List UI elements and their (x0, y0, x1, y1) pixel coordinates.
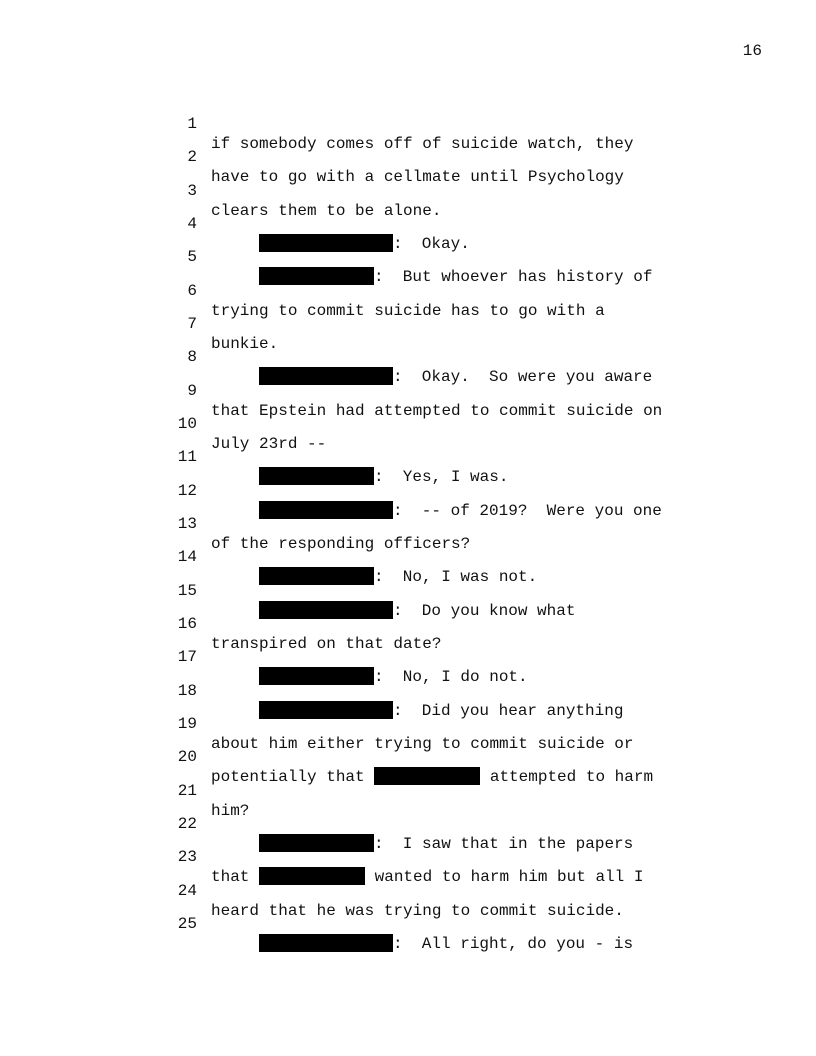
transcript-line (0, 194, 816, 253)
line-text: that Epstein had attempted to commit suicide on (211, 402, 663, 420)
transcript-line (0, 94, 816, 153)
line-number: 21 (177, 782, 197, 800)
line-number: 10 (177, 415, 197, 433)
transcript-line (0, 294, 816, 353)
transcript-line (0, 561, 816, 620)
line-number: 22 (177, 815, 197, 833)
line-text: potentially that (211, 768, 375, 786)
line-number: 24 (177, 882, 197, 900)
transcript-line (0, 661, 816, 720)
line-text: : Okay. So were you aware (393, 368, 653, 386)
line-number: 19 (177, 715, 197, 733)
line-text: : I saw that in the papers (374, 835, 634, 853)
line-text: bunkie. (211, 335, 279, 353)
line-number: 5 (187, 248, 197, 266)
line-number: 17 (177, 648, 197, 666)
transcript-line (0, 794, 816, 853)
line-number: 7 (187, 315, 197, 333)
line-number: 8 (187, 348, 197, 366)
line-text: : No, I was not. (374, 568, 538, 586)
line-number: 12 (177, 482, 197, 500)
line-text: : But whoever has history of (374, 268, 653, 286)
line-text: : All right, do you - is (393, 935, 634, 953)
line-number: 16 (177, 615, 197, 633)
transcript-line (0, 761, 816, 820)
transcript-line (0, 427, 816, 486)
line-text: transpired on that date? (211, 635, 442, 653)
line-text: attempted to harm (480, 768, 654, 786)
transcript-line (0, 394, 816, 453)
line-text: : Do you know what (393, 602, 576, 620)
transcript-line (0, 594, 816, 653)
line-number: 1 (187, 115, 197, 133)
transcript-line (0, 627, 816, 686)
transcript-line (0, 361, 816, 420)
line-number: 18 (177, 682, 197, 700)
line-text: trying to commit suicide has to go with a (211, 302, 605, 320)
transcript-line (0, 161, 816, 220)
transcript-line (0, 727, 816, 786)
line-number: 14 (177, 548, 197, 566)
line-text: clears them to be alone. (211, 202, 442, 220)
line-text: heard that he was trying to commit suicide. (211, 902, 624, 920)
transcript-line (0, 694, 816, 753)
line-number: 20 (177, 748, 197, 766)
line-text: about him either trying to commit suicide or (211, 735, 634, 753)
transcript-line (0, 861, 816, 920)
line-text: : Yes, I was. (374, 468, 509, 486)
redaction-box (259, 934, 393, 952)
transcript-line (0, 127, 816, 186)
transcript-line (0, 327, 816, 386)
transcript-line (0, 227, 816, 286)
line-text: wanted to harm him but all I (365, 868, 644, 886)
transcript-line (0, 261, 816, 320)
line-number: 6 (187, 282, 197, 300)
line-number: 23 (177, 848, 197, 866)
line-number: 2 (187, 148, 197, 166)
line-text: have to go with a cellmate until Psychology (211, 168, 624, 186)
line-text: him? (211, 802, 250, 820)
line-number: 9 (187, 382, 197, 400)
line-text: : Did you hear anything (393, 702, 624, 720)
line-text: : -- of 2019? Were you one (393, 502, 662, 520)
line-number: 11 (177, 448, 197, 466)
line-number: 3 (187, 182, 197, 200)
page-number: 16 (742, 42, 762, 60)
line-text: : No, I do not. (374, 668, 528, 686)
line-number: 15 (177, 582, 197, 600)
transcript-line (0, 527, 816, 586)
line-number: 13 (177, 515, 197, 533)
line-number: 25 (177, 915, 197, 933)
transcript-line (0, 827, 816, 886)
transcript-line (0, 461, 816, 520)
line-text: that (211, 868, 260, 886)
transcript-line (0, 894, 816, 953)
line-text: : Okay. (393, 235, 470, 253)
transcript-line (0, 494, 816, 553)
line-text: July 23rd -- (211, 435, 327, 453)
line-text: if somebody comes off of suicide watch, they (211, 135, 634, 153)
line-text: of the responding officers? (211, 535, 471, 553)
line-number: 4 (187, 215, 197, 233)
